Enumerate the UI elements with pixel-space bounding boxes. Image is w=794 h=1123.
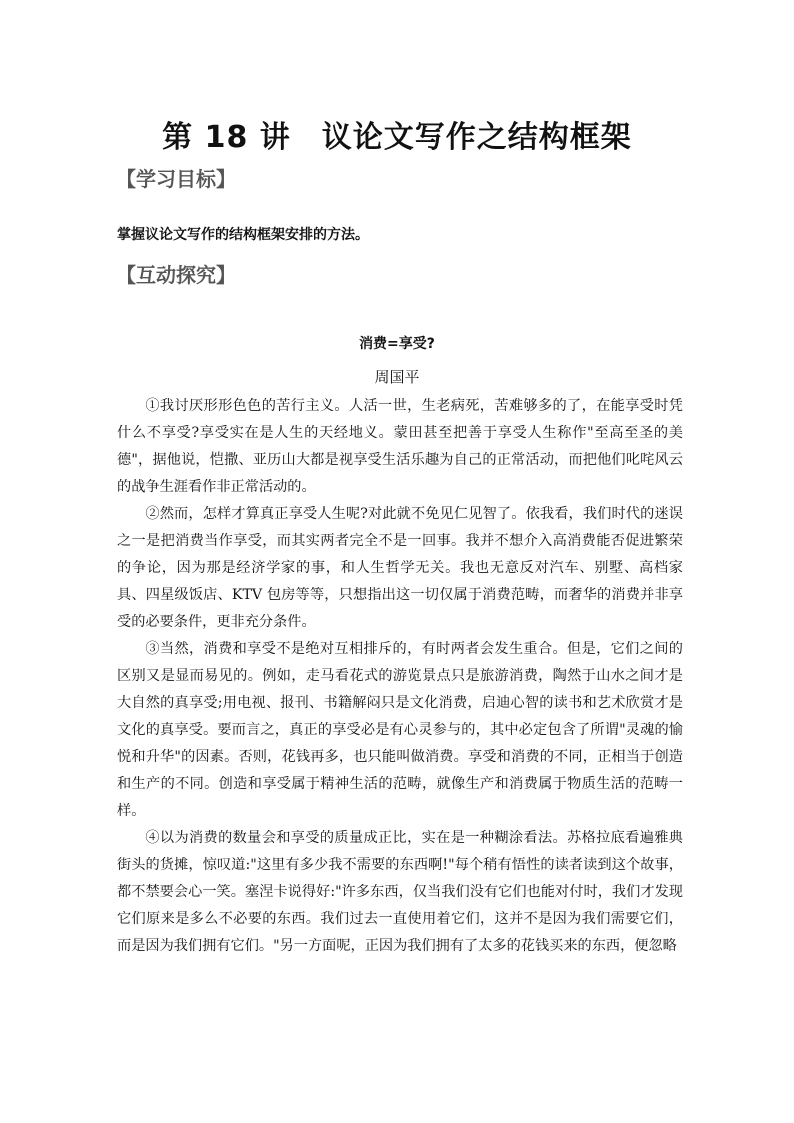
article-author: 周国平 xyxy=(374,368,420,386)
learning-objective: 掌握议论文写作的结构框架安排的方法。 xyxy=(117,227,369,243)
article-paragraph-1: ①我讨厌形形色色的苦行主义。人活一世，生老病死，苦难够多的了，在能享受时凭什么不享受?享受实在是人生的天经地义。蒙田甚至把善于享受人生称作"至高至圣的美德"，据他说，恺撒、亚历山大都是视享受生活乐趣为自己的正常活动，而把他们叱咤风云的战争生涯看作非正常活动的。 xyxy=(117,398,683,495)
lesson-title: 第 18 讲 议论文写作之结构框架 xyxy=(162,120,632,155)
article-paragraph-3: ③当然，消费和享受不是绝对互相排斥的，有时两者会发生重合。但是，它们之间的区别又是显而易见的。例如，走马看花式的游览景点只是旅游消费，陶然于山水之间才是大自然的真享受;用电视、报刊、书籍解闷只是文化消费，启迪心智的读书和艺术欣赏才是文化的真享受。要而言之，真正的享受必是有心灵参与的，其中必定包含了所谓"灵魂的愉悦和升华"的因素。否则，花钱再多，也只能叫做消费。享受和消费的不同，正相当于创造和生产的不同。创造和享受属于精神生活的范畴，就像生产和消费属于物质生活的范畴一样。 xyxy=(117,641,683,819)
section-heading-explore: 【互动探究】 xyxy=(116,263,236,287)
section-heading-goals: 【学习目标】 xyxy=(116,167,236,191)
article-title: 消费=享受? xyxy=(359,336,435,352)
article-paragraph-2: ②然而，怎样才算真正享受人生呢?对此就不免见仁见智了。依我看，我们时代的迷误之一是把消费当作享受，而其实两者完全不是一回事。我并不想介入高消费能否促进繁荣的争论，因为那是经济学家的事，和人生哲学无关。我也无意反对汽车、别墅、高档家具、四星级饭店、KTV 包房等等，只想指出这一切仅属于消费范畴，而奢华的消费并非享受的必要条件，更非充分条件。 xyxy=(117,506,683,630)
article-body xyxy=(117,393,683,960)
article-paragraph-4: ④以为消费的数量会和享受的质量成正比，实在是一种糊涂看法。苏格拉底看遍雅典街头的货摊，惊叹道:"这里有多少我不需要的东西啊!"每个稍有悟性的读者读到这个故事，都不禁要会心一笑。塞涅卡说得好:"许多东西，仅当我们没有它们也能对付时，我们才发现它们原来是多么不必要的东西。我们过去一直使用着它们，这并不是因为我们需要它们，而是因为我们拥有它们。"另一方面呢，正因为我们拥有了太多的花钱买来的东西，便忽略 xyxy=(117,830,683,954)
